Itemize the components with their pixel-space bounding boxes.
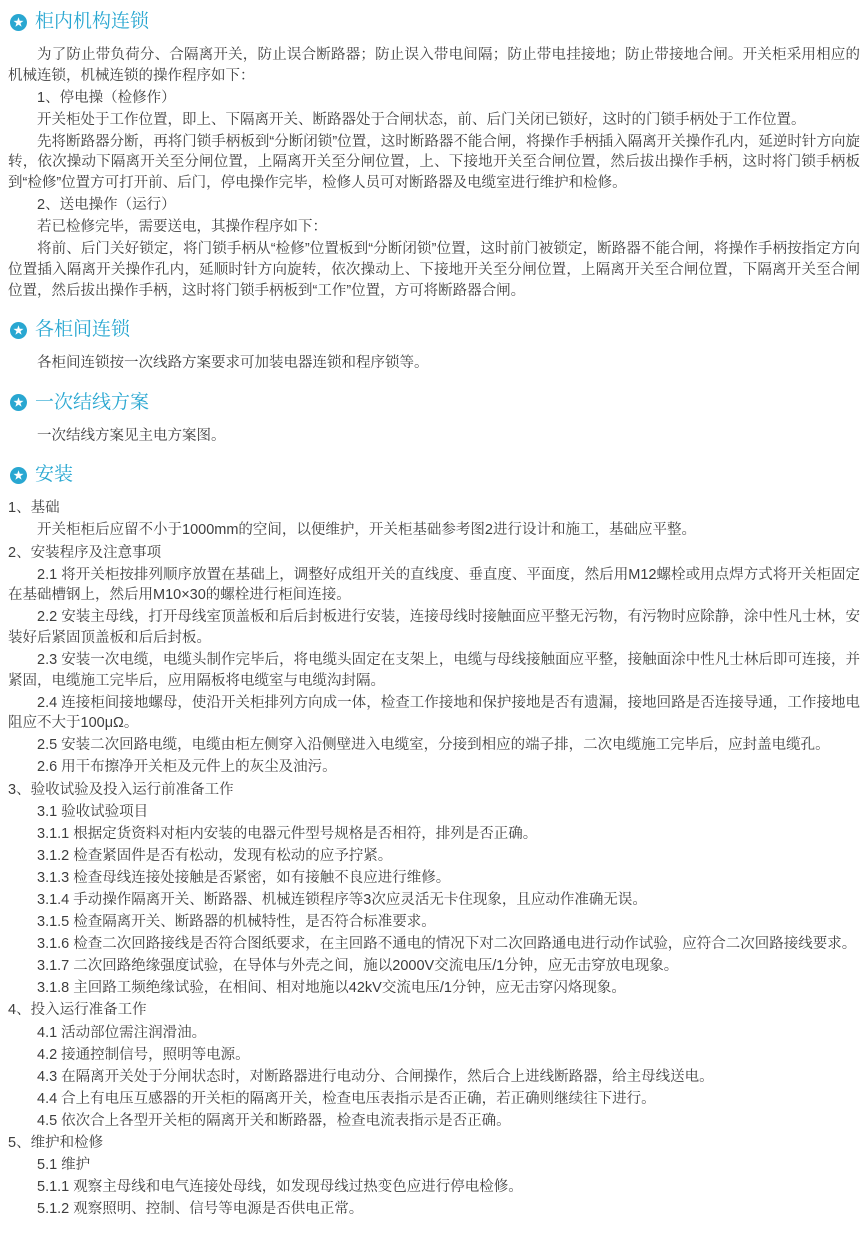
paragraph: 将前、后门关好锁定，将门锁手柄从“检修”位置板到“分断闭锁”位置，这时前门被锁定，断路器不能合闸，将操作手柄按指定方向位置插入隔离开关操作孔内，延顺时针方向旋转，依次操动上、下接地开关至分闸位置，上隔离开关至合闸位置，下隔离开关至合闸位置，然后拔出操作手柄，这时将门锁手柄板到“工作”位置，方可将断路器合闸。 [8, 241, 860, 299]
paragraph: 开关柜柜后应留不小于1000mm的空间，以便维护，开关柜基础参考图2进行设计和施工，基础应平整。 [37, 522, 696, 539]
paragraph: 4、投入运行准备工作 [8, 1002, 147, 1019]
star-circle-icon [10, 322, 27, 339]
paragraph: 3.1.7 二次回路绝缘强度试验，在导体与外壳之间，施以2000V交流电压/1分钟，应无击穿放电现象。 [37, 958, 679, 975]
paragraph: 5.1 维护 [37, 1157, 91, 1174]
paragraph: 4.5 依次合上各型开关柜的隔离开关和断路器，检查电流表指示是否正确。 [37, 1112, 511, 1129]
paragraph: 3.1.3 检查母线连接处接触是否紧密，如有接触不良应进行维修。 [37, 869, 451, 886]
section-header [10, 391, 860, 415]
paragraph: 4.4 合上有电压互感器的开关柜的隔离开关，检查电压表指示是否正确，若正确则继续往下进行。 [37, 1090, 656, 1107]
section-header [10, 318, 860, 342]
section-title: 一次结线方案 [35, 391, 150, 413]
paragraph: 3.1.8 主回路工频绝缘试验，在相间、相对地施以42kV交流电压/1分钟，应无击穿闪烙现象。 [37, 980, 626, 997]
paragraph: 2、送电操作（运行） [37, 197, 176, 214]
paragraph: 3.1.1 根据定货资料对柜内安装的电器元件型号规格是否相符，排列是否正确。 [37, 825, 538, 842]
paragraph: 2.3 安装一次电缆，电缆头制作完毕后，将电缆头固定在支架上，电缆与母线接触面应平整，接触面涂中性凡士林后即可连接，并紧固，电缆施工完毕后，应用隔板将电缆室与电缆沟封隔。 [8, 651, 860, 689]
paragraph: 2、安装程序及注意事项 [8, 544, 162, 561]
paragraph: 4.3 在隔离开关处于分闸状态时，对断路器进行电动分、合闸操作，然后合上进线断路器，给主母线送电。 [37, 1068, 714, 1085]
paragraph: 先将断路器分断，再将门锁手柄板到“分断闭锁”位置，这时断路器不能合闸，将操作手柄插入隔离开关操作孔内，延逆时针方向旋转，依次操动下隔离开关至分闸位置，上隔离开关至分闸位置，上、下接地开关至合闸位置，然后拔出操作手柄，这时将门锁手柄板到“检修”位置方可打开前、后门，停电操作完毕，检修人员可对断路器及电缆室进行维护和检修。 [8, 133, 860, 192]
section-title: 各柜间连锁 [35, 319, 131, 341]
paragraph: 4.2 接通控制信号，照明等电源。 [37, 1046, 250, 1063]
paragraph: 5.1.2 观察照明、控制、信号等电源是否供电正常。 [37, 1201, 364, 1218]
paragraph: 2.2 安装主母线，打开母线室顶盖板和后后封板进行安装，连接母线时接触面应平整无污物，有污物时应除静，涂中性凡士林，安装好后紧固顶盖板和后后封板。 [8, 609, 860, 646]
star-circle-icon [10, 467, 27, 484]
paragraph: 2.1 将开关柜按排列顺序放置在基础上，调整好成组开关的直线度、垂直度、平面度，然后用M12螺栓或用点焊方式将开关柜固定在基础槽钢上，然后用M10×30的螺栓进行柜间连接。 [8, 566, 860, 604]
paragraph: 2.5 安装二次回路电缆，电缆由柜左侧穿入沿侧壁进入电缆室，分接到相应的端子排，二次电缆施工完毕后，应封盖电缆孔。 [37, 737, 830, 754]
section-title: 柜内机构连锁 [35, 11, 150, 32]
paragraph: 3.1.5 检查隔离开关、断路器的机械特性，是否符合标准要求。 [37, 914, 436, 931]
paragraph: 2.6 用干布擦净开关柜及元件上的灰尘及油污。 [37, 759, 337, 776]
paragraph: 3.1.2 检查紧固件是否有松动，发现有松动的应予拧紧。 [37, 847, 393, 864]
paragraph: 各柜间连锁按一次线路方案要求可加装电器连锁和程序锁等。 [37, 355, 429, 372]
paragraph: 1、停电操（检修作） [37, 89, 176, 106]
paragraph: 5.1.1 观察主母线和电气连接处母线，如发现母线过热变色应进行停电检修。 [37, 1179, 523, 1196]
paragraph: 1、基础 [8, 500, 60, 517]
paragraph: 3.1.4 手动操作隔离开关、断路器、机械连锁程序等3次应灵活无卡住现象，且应动作准确无误。 [37, 892, 647, 908]
paragraph: 若已检修完毕，需要送电，其操作程序如下： [37, 219, 327, 236]
paragraph: 一次结线方案见主电方案图。 [37, 427, 226, 444]
paragraph: 开关柜处于工作位置，即上、下隔离开关、断路器处于合闸状态，前、后门关闭已锁好，这时的门锁手柄处于工作位置。 [37, 111, 806, 128]
star-circle-icon [10, 14, 27, 31]
paragraph: 3、验收试验及投入运行前准备工作 [8, 781, 234, 798]
section-header [10, 10, 860, 34]
paragraph: 4.1 活动部位需注润滑油。 [37, 1024, 207, 1041]
paragraph: 3.1.6 检查二次回路接线是否符合图纸要求，在主回路不通电的情况下对二次回路通电进行动作试验，应符合二次回路接线要求。 [37, 936, 857, 953]
section-title: 安装 [35, 464, 74, 486]
paragraph: 3.1 验收试验项目 [37, 803, 149, 820]
paragraph: 2.4 连接柜间接地螺母，使沿开关柜排列方向成一体，检查工作接地和保护接地是否有遗漏，接地回路是否连接导通，工作接地电阻应不大于100μΩ。 [8, 694, 860, 732]
paragraph: 为了防止带负荷分、合隔离开关，防止误合断路器；防止误入带电间隔；防止带电挂接地；防止带接地合闸。开关柜采用相应的机械连锁，机械连锁的操作程序如下： [8, 47, 860, 84]
section-header [10, 463, 860, 487]
paragraph: 5、维护和检修 [8, 1135, 104, 1152]
star-circle-icon [10, 394, 27, 411]
